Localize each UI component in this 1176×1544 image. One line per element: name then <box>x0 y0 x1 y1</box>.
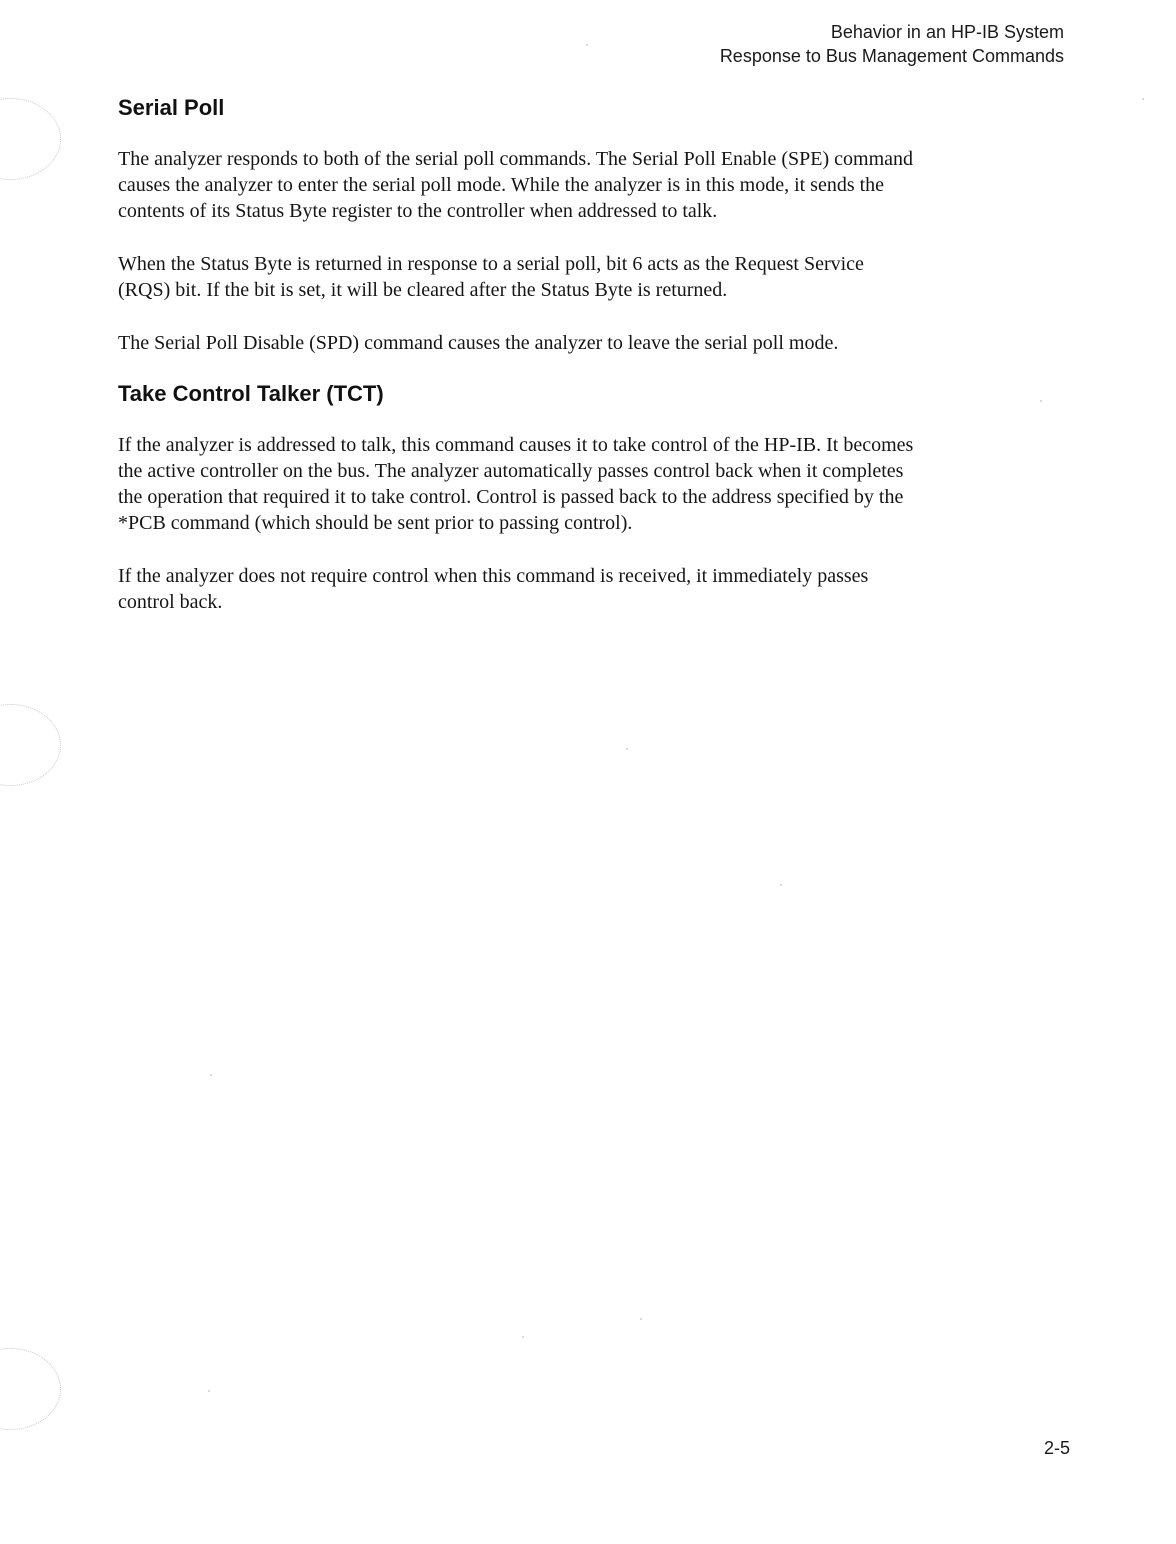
running-header-chapter: Behavior in an HP-IB System <box>830 22 1064 42</box>
running-header <box>720 20 1064 68</box>
paragraph-line: If the analyzer is addressed to talk, this command causes it to take control of the HP-IB. It becomes <box>118 434 914 456</box>
scan-speck <box>626 748 628 750</box>
punch-hole-mark <box>0 98 61 180</box>
scan-speck <box>640 1318 642 1320</box>
paragraph-take-control <box>118 432 1068 536</box>
punch-hole-mark <box>0 704 61 786</box>
paragraph-line: The Serial Poll Disable (SPD) command causes the analyzer to leave the serial poll mode. <box>118 332 839 354</box>
paragraph-line: *PCB command (which should be sent prior to passing control). <box>118 512 633 534</box>
scan-speck <box>1142 98 1144 100</box>
paragraph-line: the active controller on the bus. The analyzer automatically passes control back when it completes <box>118 460 904 482</box>
scan-speck <box>780 884 782 886</box>
paragraph-line: causes the analyzer to enter the serial poll mode. While the analyzer is in this mode, it sends the <box>118 174 885 196</box>
page-body <box>118 94 1068 615</box>
scan-speck <box>210 1074 212 1076</box>
scan-speck <box>522 1336 524 1338</box>
scan-speck <box>208 1390 210 1392</box>
paragraph-serial-poll-disable <box>118 330 1068 356</box>
paragraph-line: (RQS) bit. If the bit is set, it will be cleared after the Status Byte is returned. <box>118 279 728 301</box>
paragraph-serial-poll-intro <box>118 146 1068 224</box>
paragraph-line: control back. <box>118 591 223 613</box>
paragraph-line: When the Status Byte is returned in response to a serial poll, bit 6 acts as the Request Service <box>118 253 864 275</box>
section-heading-take-control-talker: Take Control Talker (TCT) <box>118 381 384 406</box>
paragraph-control-not-required <box>118 563 1068 615</box>
paragraph-line: contents of its Status Byte register to the controller when addressed to talk. <box>118 200 718 222</box>
paragraph-line: the operation that required it to take control. Control is passed back to the address specified by the <box>118 486 904 508</box>
running-header-section: Response to Bus Management Commands <box>719 46 1064 66</box>
section-heading-serial-poll: Serial Poll <box>118 95 225 120</box>
paragraph-line: If the analyzer does not require control when this command is received, it immediately passes <box>118 565 869 587</box>
paragraph-rqs-bit <box>118 251 1068 303</box>
punch-hole-mark <box>0 1348 61 1430</box>
page-number: 2-5 <box>1043 1438 1070 1458</box>
paragraph-line: The analyzer responds to both of the serial poll commands. The Serial Poll Enable (SPE) command <box>118 148 913 170</box>
scan-speck <box>586 44 588 46</box>
